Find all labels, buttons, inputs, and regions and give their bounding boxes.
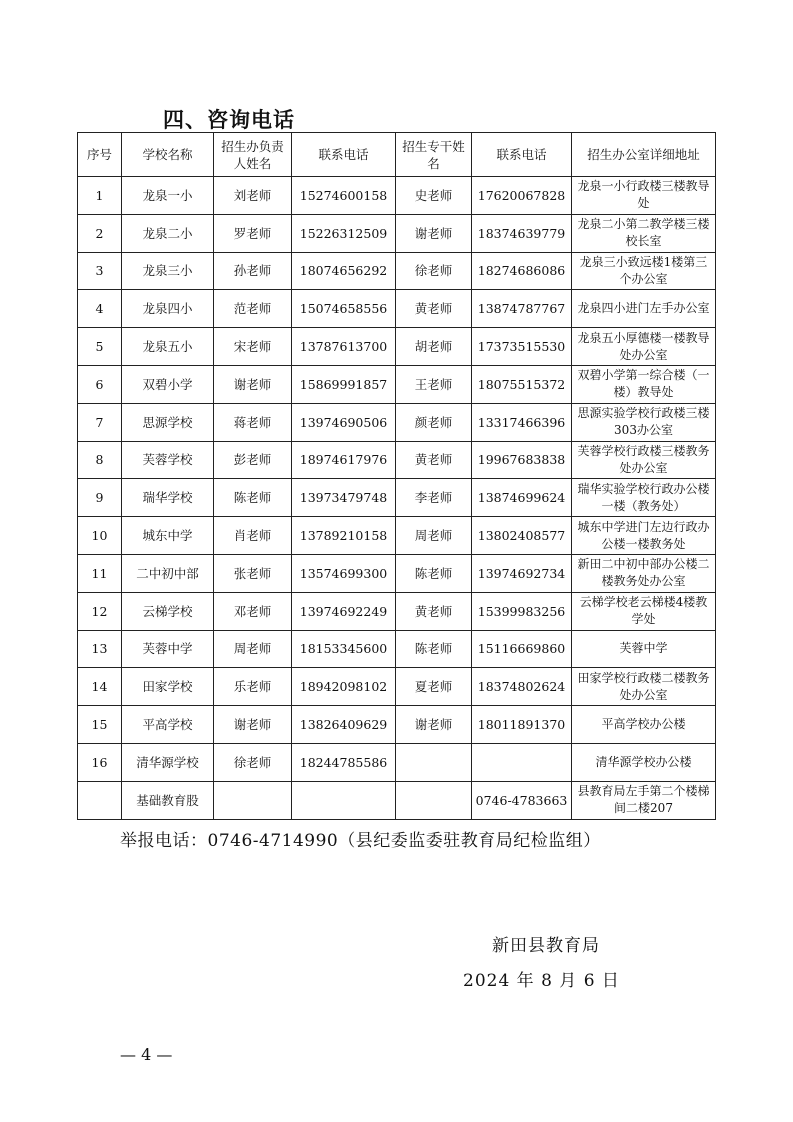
- table-cell: 清华源学校办公楼: [572, 743, 716, 781]
- header-cell: 招生专干姓名: [396, 133, 472, 177]
- table-row: [78, 706, 716, 744]
- table-cell: 罗老师: [214, 214, 292, 252]
- table-cell: 平高学校: [122, 706, 214, 744]
- table-cell: 9: [78, 479, 122, 517]
- table-cell: 18075515372: [472, 365, 572, 403]
- table-cell: 12: [78, 592, 122, 630]
- table-cell: 15074658556: [292, 290, 396, 328]
- table-cell: 龙泉二小: [122, 214, 214, 252]
- table-row: [78, 668, 716, 706]
- table-cell: 城东中学进门左边行政办公楼一楼教务处: [572, 517, 716, 555]
- table-cell: 乐老师: [214, 668, 292, 706]
- header-cell: 联系电话: [292, 133, 396, 177]
- table-cell: 蒋老师: [214, 403, 292, 441]
- table-cell: 谢老师: [214, 706, 292, 744]
- table-cell: 双碧小学: [122, 365, 214, 403]
- table-cell: 7: [78, 403, 122, 441]
- table-cell: 平高学校办公楼: [572, 706, 716, 744]
- table-header-row: [78, 133, 716, 177]
- table-row: [78, 630, 716, 668]
- table-row: [78, 403, 716, 441]
- table-cell: 龙泉四小: [122, 290, 214, 328]
- table-cell: 张老师: [214, 554, 292, 592]
- header-cell: 学校名称: [122, 133, 214, 177]
- table-cell: 谢老师: [396, 706, 472, 744]
- table-cell: 13874787767: [472, 290, 572, 328]
- table-cell: 瑞华实验学校行政办公楼一楼（教务处）: [572, 479, 716, 517]
- table-cell: 2: [78, 214, 122, 252]
- table-cell: 11: [78, 554, 122, 592]
- table-cell: 云梯学校老云梯楼4楼教学处: [572, 592, 716, 630]
- table-cell: 周老师: [396, 517, 472, 555]
- table-cell: 周老师: [214, 630, 292, 668]
- table-cell: 陈老师: [396, 630, 472, 668]
- table-cell: 15399983256: [472, 592, 572, 630]
- header-cell: 招生办公室详细地址: [572, 133, 716, 177]
- header-cell: 联系电话: [472, 133, 572, 177]
- table-cell: 芙蓉学校行政楼三楼教务处办公室: [572, 441, 716, 479]
- table-cell: 5: [78, 328, 122, 366]
- table-cell: 13: [78, 630, 122, 668]
- table-cell: 18153345600: [292, 630, 396, 668]
- table-cell: 19967683838: [472, 441, 572, 479]
- table-cell: 18074656292: [292, 252, 396, 290]
- table-cell: 二中初中部: [122, 554, 214, 592]
- table-cell: 13789210158: [292, 517, 396, 555]
- table-cell: 范老师: [214, 290, 292, 328]
- table-cell: 孙老师: [214, 252, 292, 290]
- table-row: [78, 214, 716, 252]
- table-cell: 田家学校行政楼二楼教务处办公室: [572, 668, 716, 706]
- table-cell: 13974692249: [292, 592, 396, 630]
- table-row: [78, 252, 716, 290]
- header-cell: 招生办负责人姓名: [214, 133, 292, 177]
- table-row: [78, 328, 716, 366]
- table-cell: 肖老师: [214, 517, 292, 555]
- table-cell: 龙泉二小第二教学楼三楼校长室: [572, 214, 716, 252]
- table-cell: 李老师: [396, 479, 472, 517]
- table-cell: 芙蓉中学: [122, 630, 214, 668]
- table-row: [78, 177, 716, 215]
- table-cell: 龙泉一小行政楼三楼教导处: [572, 177, 716, 215]
- table-cell: 思源实验学校行政楼三楼303办公室: [572, 403, 716, 441]
- table-row: [78, 365, 716, 403]
- table-cell: 瑞华学校: [122, 479, 214, 517]
- table-cell: 彭老师: [214, 441, 292, 479]
- table-cell: 县教育局左手第二个楼梯间二楼207: [572, 781, 716, 819]
- table-row: [78, 441, 716, 479]
- table-cell: [472, 743, 572, 781]
- table-cell: 13974692734: [472, 554, 572, 592]
- table-cell: 15116669860: [472, 630, 572, 668]
- table-cell: 刘老师: [214, 177, 292, 215]
- table-cell: 宋老师: [214, 328, 292, 366]
- table-cell: 0746-4783663: [472, 781, 572, 819]
- table-cell: 18011891370: [472, 706, 572, 744]
- table-cell: 龙泉五小: [122, 328, 214, 366]
- table-cell: 8: [78, 441, 122, 479]
- table-cell: 15869991857: [292, 365, 396, 403]
- table-cell: 清华源学校: [122, 743, 214, 781]
- table-cell: 13574699300: [292, 554, 396, 592]
- table-cell: 谢老师: [396, 214, 472, 252]
- table-cell: 18374639779: [472, 214, 572, 252]
- table-cell: [292, 781, 396, 819]
- table-cell: 黄老师: [396, 592, 472, 630]
- table-cell: 6: [78, 365, 122, 403]
- table-cell: 3: [78, 252, 122, 290]
- table-cell: 徐老师: [396, 252, 472, 290]
- table-cell: 13802408577: [472, 517, 572, 555]
- table-cell: 田家学校: [122, 668, 214, 706]
- table-cell: 城东中学: [122, 517, 214, 555]
- table-cell: [214, 781, 292, 819]
- table-row: [78, 592, 716, 630]
- table-cell: 13974690506: [292, 403, 396, 441]
- table-cell: 1: [78, 177, 122, 215]
- table-cell: 16: [78, 743, 122, 781]
- table-cell: 颜老师: [396, 403, 472, 441]
- table-cell: 龙泉三小致远楼1楼第三个办公室: [572, 252, 716, 290]
- table-cell: [396, 743, 472, 781]
- table-cell: 18942098102: [292, 668, 396, 706]
- table-cell: 18274686086: [472, 252, 572, 290]
- table-cell: 王老师: [396, 365, 472, 403]
- table-cell: 13787613700: [292, 328, 396, 366]
- table-row: [78, 554, 716, 592]
- table-row: [78, 479, 716, 517]
- table-cell: 新田二中初中部办公楼二楼教务处办公室: [572, 554, 716, 592]
- table-row: [78, 290, 716, 328]
- contact-table: [77, 132, 716, 820]
- table-cell: 双碧小学第一综合楼（一楼）教导处: [572, 365, 716, 403]
- table-cell: 13826409629: [292, 706, 396, 744]
- section-heading: 四、咨询电话: [163, 108, 295, 132]
- header-cell: 序号: [78, 133, 122, 177]
- table-cell: 黄老师: [396, 441, 472, 479]
- table-row: [78, 781, 716, 819]
- table-cell: 云梯学校: [122, 592, 214, 630]
- table-cell: 徐老师: [214, 743, 292, 781]
- report-phone-line: 举报电话：0746-4714990（县纪委监委驻教育局纪检监组）: [120, 831, 601, 851]
- table-cell: 陈老师: [396, 554, 472, 592]
- table-cell: 10: [78, 517, 122, 555]
- table-cell: 15: [78, 706, 122, 744]
- table-cell: 15274600158: [292, 177, 396, 215]
- table-cell: [78, 781, 122, 819]
- table-cell: 18974617976: [292, 441, 396, 479]
- table-cell: 17620067828: [472, 177, 572, 215]
- table-cell: 邓老师: [214, 592, 292, 630]
- table-cell: 芙蓉中学: [572, 630, 716, 668]
- issuer-name: 新田县教育局: [492, 936, 600, 956]
- table-cell: 18374802624: [472, 668, 572, 706]
- table-cell: 17373515530: [472, 328, 572, 366]
- table-cell: 龙泉四小进门左手办公室: [572, 290, 716, 328]
- table-cell: 13317466396: [472, 403, 572, 441]
- table-cell: 18244785586: [292, 743, 396, 781]
- table-cell: 4: [78, 290, 122, 328]
- table-cell: 15226312509: [292, 214, 396, 252]
- table-cell: 14: [78, 668, 122, 706]
- table-cell: 13973479748: [292, 479, 396, 517]
- table-cell: 龙泉五小厚德楼一楼教导处办公室: [572, 328, 716, 366]
- table-cell: 思源学校: [122, 403, 214, 441]
- table-cell: 13874699624: [472, 479, 572, 517]
- table-cell: [396, 781, 472, 819]
- page-number: — 4 —: [120, 1045, 173, 1064]
- table-cell: 龙泉三小: [122, 252, 214, 290]
- table-cell: 胡老师: [396, 328, 472, 366]
- table-cell: 芙蓉学校: [122, 441, 214, 479]
- table-cell: 谢老师: [214, 365, 292, 403]
- table-row: [78, 743, 716, 781]
- table-cell: 基础教育股: [122, 781, 214, 819]
- issue-date: 2024 年 8 月 6 日: [463, 971, 620, 991]
- table-cell: 夏老师: [396, 668, 472, 706]
- table-row: [78, 517, 716, 555]
- table-cell: 龙泉一小: [122, 177, 214, 215]
- table-cell: 黄老师: [396, 290, 472, 328]
- table-cell: 史老师: [396, 177, 472, 215]
- table-cell: 陈老师: [214, 479, 292, 517]
